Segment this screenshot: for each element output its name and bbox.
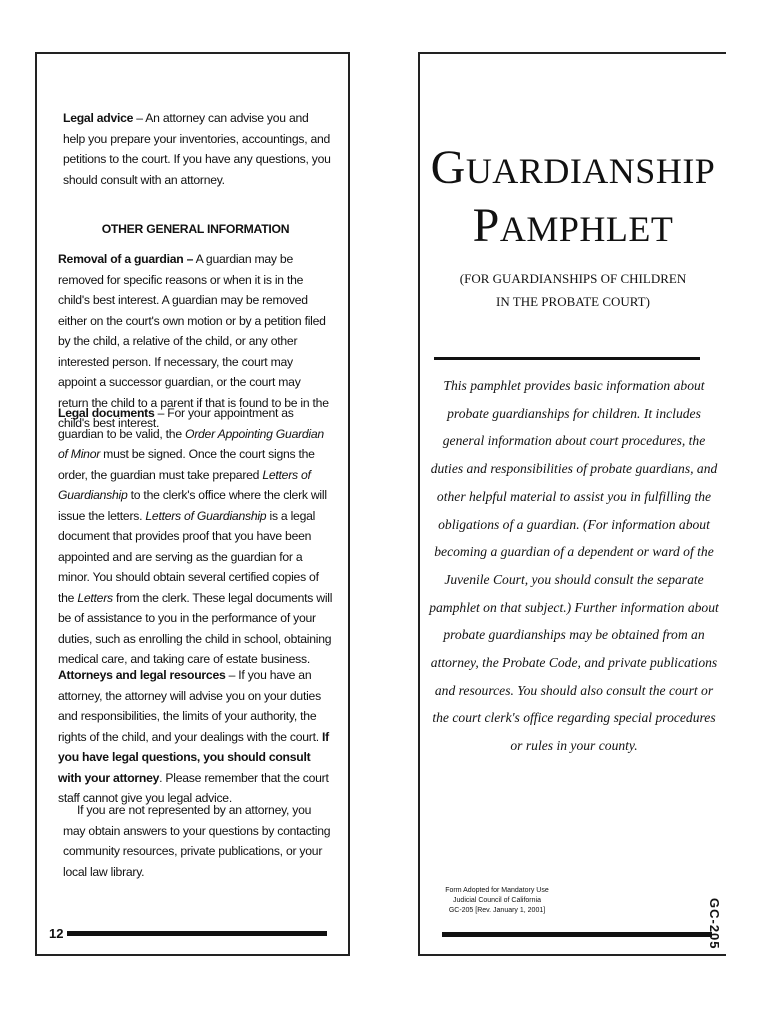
legal-documents-paragraph: Legal documents – For your appointment as guardian to be valid, the Order Appointing Guardian of Minor must be signed. Once the court signs the order, the guardian must take prepared Letters of Guardianship to the clerk's office where the clerk will issue the letters. Letters of Guardianship is a legal document that provides proof that you have been appointed and are serving as the guardian for a minor. You should obtain several certified copies of the Letters from the clerk. These legal documents will be of assistance to you in the performance of your duties, such as enrolling the child in school, obtaining medical care, and taking care of estate business. [58,406,333,666]
removal-text: A guardian may be removed for specific reasons or when it is in the child's best interest. A guardian may be removed either on the court's own motion or by a petition filed by the child, a relative of the child, or any other interested person. If necessary, the court may appoint a successor guardian, or the court may return the child to a parent if that is found to be in the child's best interest. [58,252,329,430]
attorneys-heading: Attorneys and legal resources [58,668,226,682]
bottom-rule-left [67,931,327,936]
attorneys-paragraph: Attorneys and legal resources – If you have an attorney, the attorney will advise you on your duties and responsibilities, the limits of your authority, the rights of the child, and your dealings with the court. If you have legal questions, you should consult with your attorney. Please remember that the court staff cannot give you legal advice. [58,668,329,805]
divider-rule [434,357,700,360]
legal-documents-heading: Legal documents [58,406,155,420]
legal-advice-text: – An attorney can advise you and help you prepare your inventories, accountings, and petitions to the court. If you have any questions, you should consult with an attorney. [63,111,331,187]
form-id-vertical: GC-205 [707,898,722,950]
removal-heading: Removal of a guardian – [58,252,194,266]
subtitle-line-2: IN THE PROBATE COURT) [496,294,650,309]
title-line-1: GUARDIANSHIP [430,141,716,194]
subtitle-line-1: (FOR GUARDIANSHIPS OF CHILDREN [459,271,687,286]
page-number: 12 [49,926,64,941]
legal-advice-heading: Legal advice [63,111,134,125]
form-fine-print: Form Adopted for Mandatory Use Judicial Council of California GC-205 [Rev. January 1, 2001] [445,887,549,914]
pamphlet-description: This pamphlet provides basic information about probate guardianships for children. It includes general information about court procedures, the duties and responsibilities of probate guardians, and other helpful material to assist you in fulfilling the obligations of a guardian. (For information about becoming a guardian of a dependent or ward of the Juvenile Court, you should consult the separate pamphlet on that subject.) Further information about probate guardianships may be obtained from an attorney, the Probate Code, and private publications and resources. You should also consult the court or the court clerk's office regarding special procedures or rules in your county. [429,378,719,754]
bottom-rule-right [442,932,712,937]
left-page-panel [35,52,350,956]
not-represented-paragraph: If you are not represented by an attorney, you may obtain answers to your questions by contacting community resources, private publications, or your local law library. [63,803,331,879]
title-line-2: PAMPHLET [472,199,674,252]
section-heading: OTHER GENERAL INFORMATION [101,222,290,236]
right-page-panel [418,52,726,956]
legal-advice-paragraph [63,108,333,190]
